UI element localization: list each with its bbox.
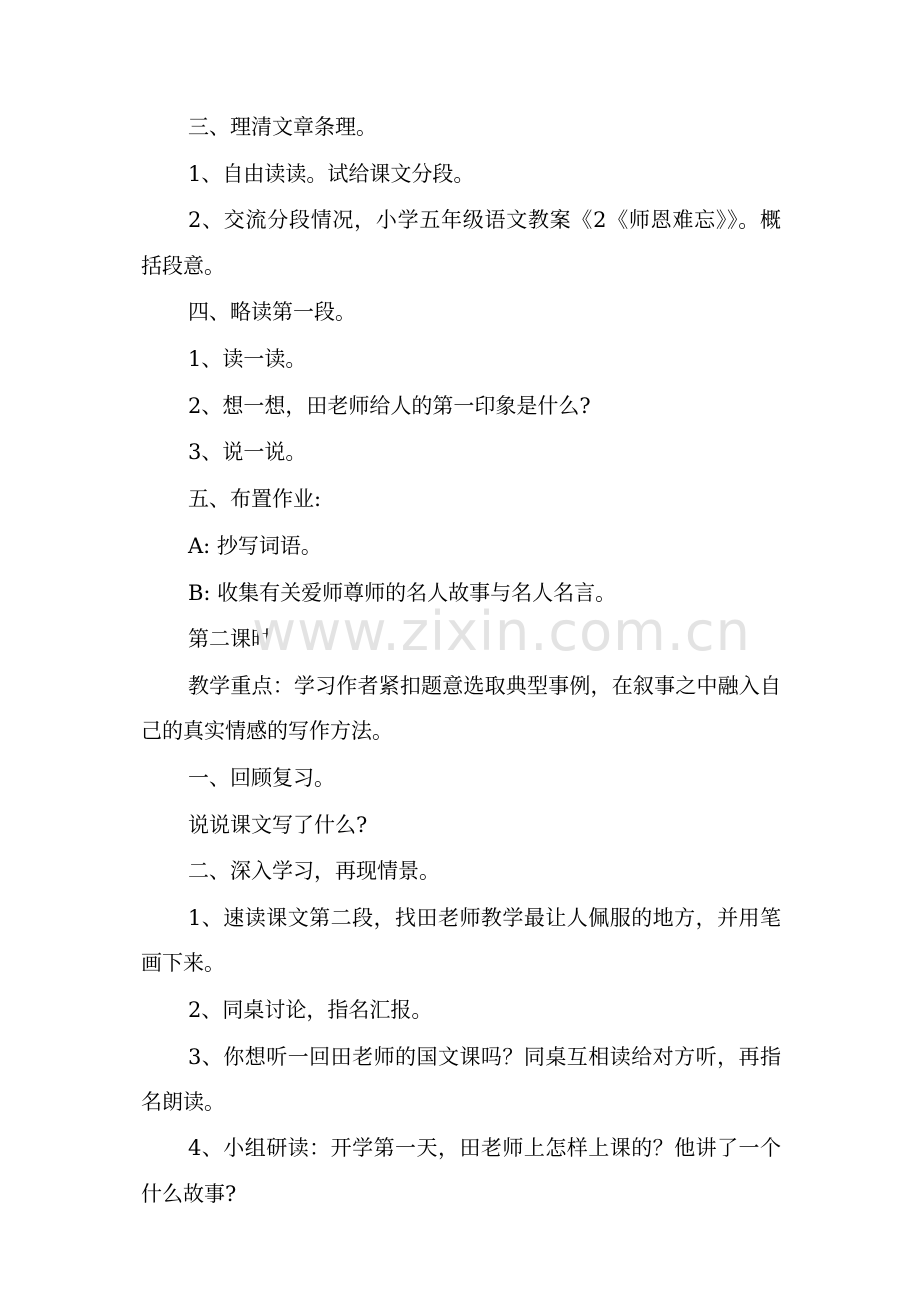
section-heading: 五、布置作业: [188,487,322,512]
paragraph: B: 收集有关爱师尊师的名人故事与名人名言。 [188,580,617,605]
paragraph: 3、你想听一回田老师的国文课吗？同桌互相读给对方听，再指名朗读。 [141,1044,781,1114]
paragraph: A: 抄写词语。 [188,533,322,558]
paragraph: 1、速读课文第二段，找田老师教学最让人佩服的地方，并用笔画下来。 [141,905,781,976]
paragraph: 说说课文写了什么? [188,812,368,837]
paragraph: 教学重点：学习作者紧扣题意选取典型事例，在叙事之中融入自己的真实情感的写作方法。 [141,673,781,744]
paragraph: 2、交流分段情况，小学五年级语文教案《2《师恩难忘》》。概括段意。 [141,208,781,278]
watermark: www.zixin.com.cn [252,600,751,663]
paragraph: 2、同桌讨论，指名汇报。 [188,997,433,1022]
section-heading: 三、理清文章条理。 [188,115,377,139]
lesson-heading: 第二课时 [188,627,272,652]
paragraph: 1、自由读读。试给课文分段。 [188,161,475,186]
paragraph: 2、想一想，田老师给人的第一印象是什么? [188,393,591,418]
paragraph: 1、读一读。 [188,347,307,372]
paragraph: 4、小组研读：开学第一天，田老师上怎样上课的？他讲了一个什么故事? [141,1136,781,1206]
document-body [141,105,781,1218]
section-heading: 四、略读第一段。 [188,300,356,325]
section-heading: 二、深入学习，再现情景。 [188,859,440,884]
paragraph: 3、说一说。 [188,440,307,465]
section-heading: 一、回顾复习。 [188,765,335,790]
